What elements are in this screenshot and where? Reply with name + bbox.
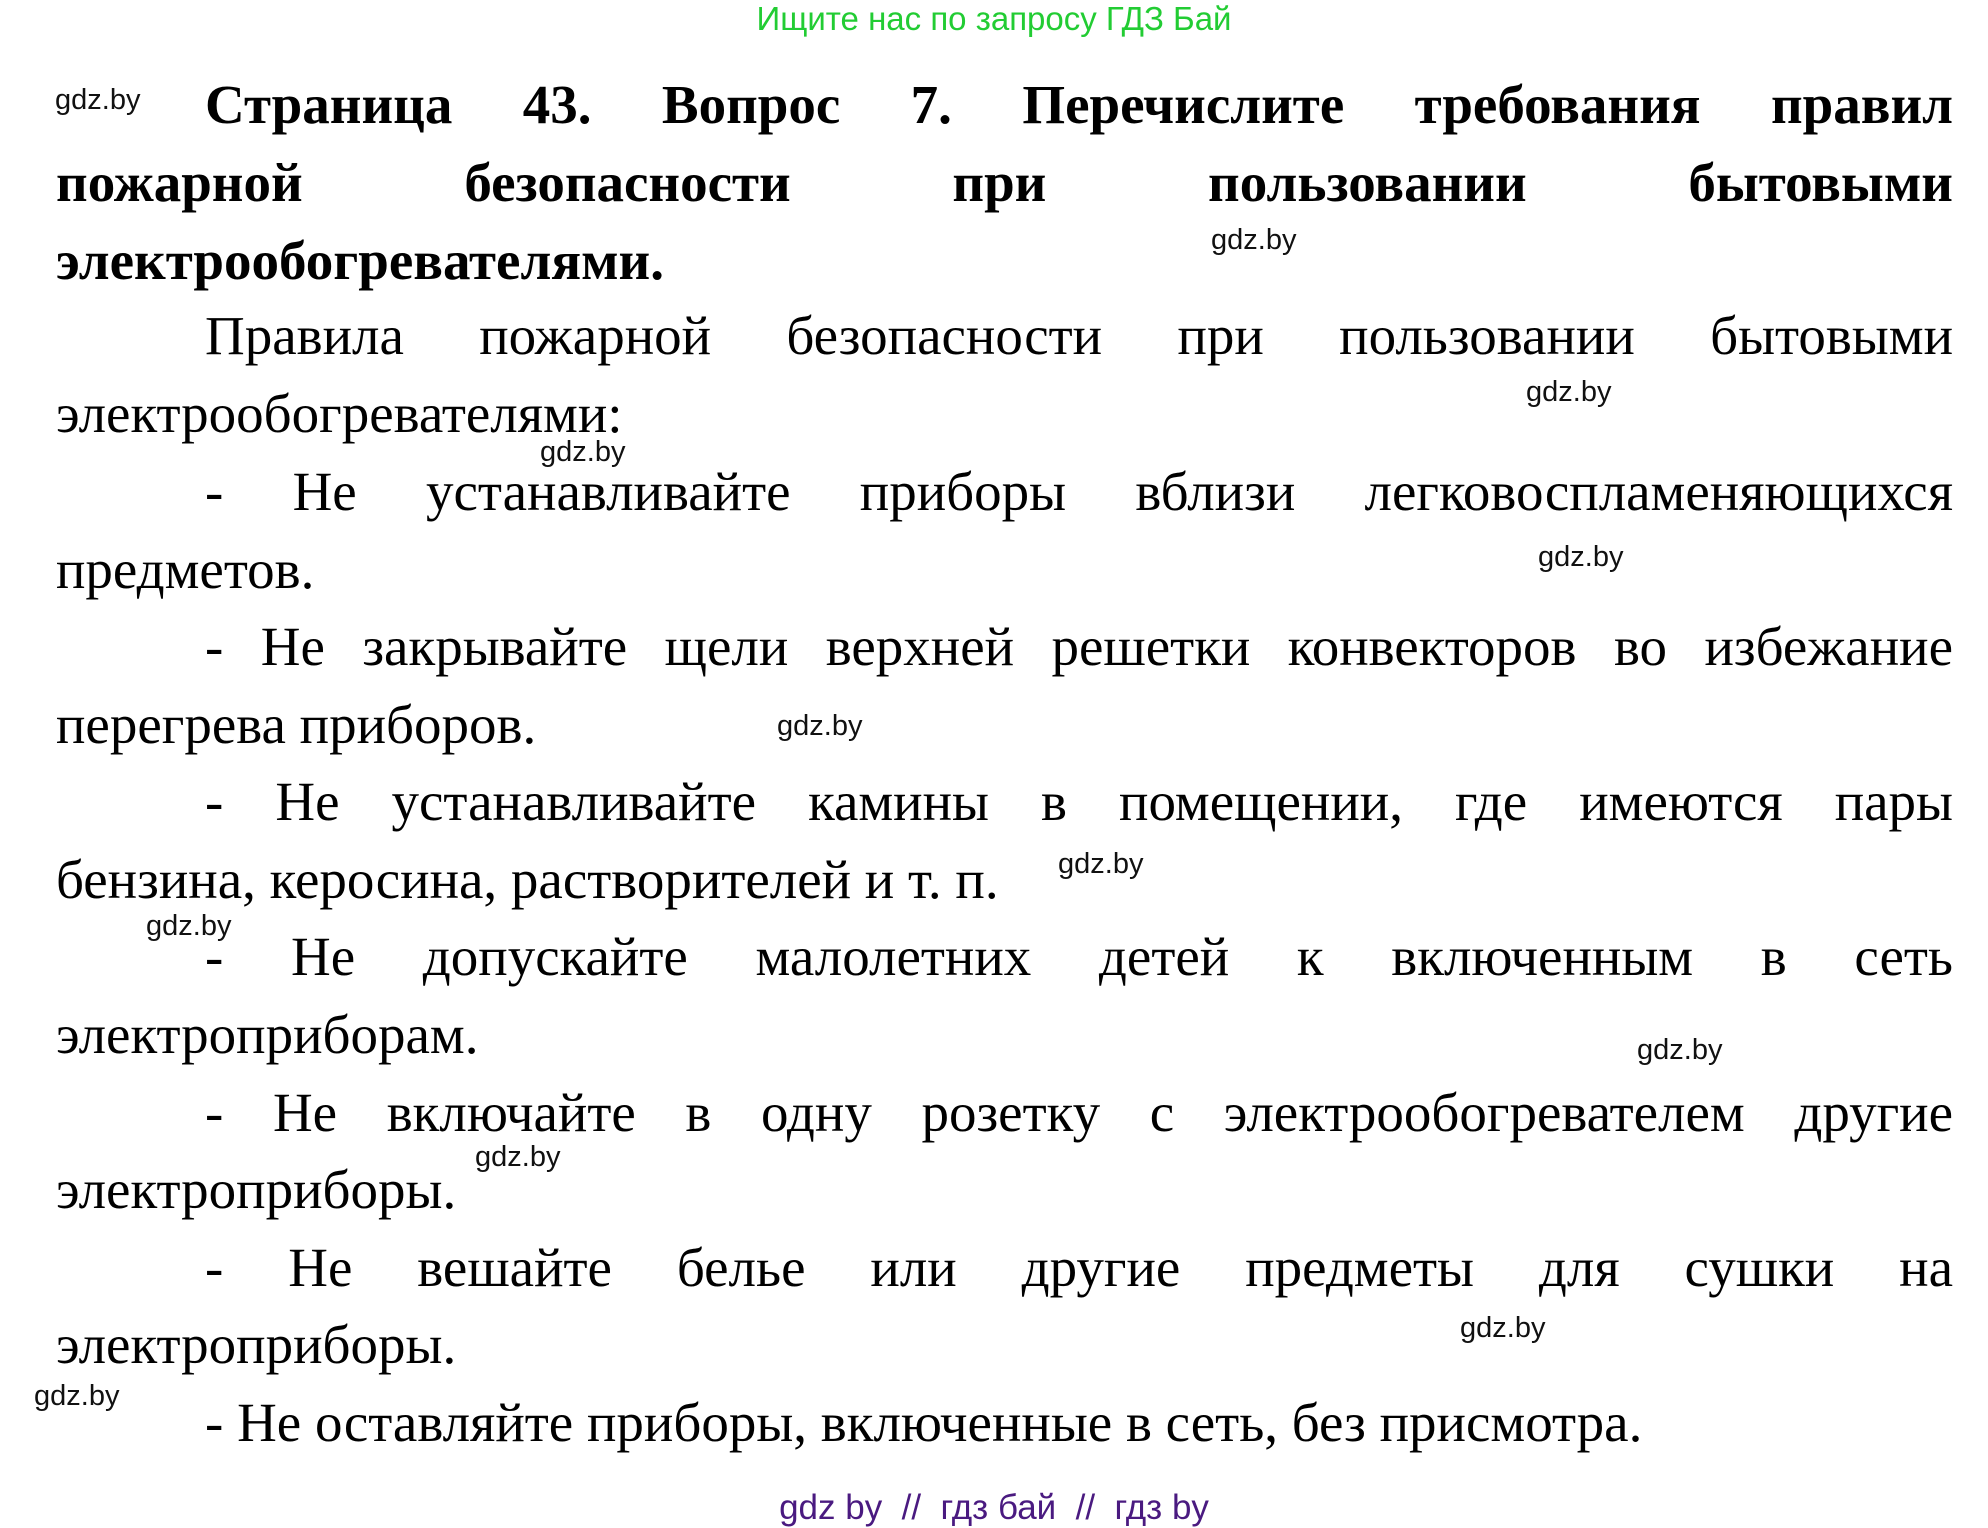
watermark: gdz.by bbox=[1637, 1034, 1723, 1066]
rule-5-line-1: - Не включайте в одну розетку с электрообогревателем другие bbox=[205, 1082, 1953, 1143]
rule-7-line-1: - Не оставляйте приборы, включенные в сеть, без присмотра. bbox=[205, 1392, 1643, 1453]
watermark: gdz.by bbox=[475, 1141, 561, 1173]
watermark: gdz.by bbox=[34, 1380, 120, 1412]
rule-1-line-1: - Не устанавливайте приборы вблизи легковоспламеняющихся bbox=[205, 461, 1953, 522]
rule-4-line-2: электроприборам. bbox=[56, 1004, 479, 1065]
rule-6-line-1: - Не вешайте белье или другие предметы для сушки на bbox=[205, 1237, 1953, 1298]
search-banner: Ищите нас по запросу ГДЗ Бай bbox=[756, 0, 1232, 37]
rule-3-line-2: бензина, керосина, растворителей и т. п. bbox=[56, 849, 999, 910]
intro-line-1: Правила пожарной безопасности при пользовании бытовыми bbox=[205, 305, 1953, 366]
watermark: gdz.by bbox=[146, 910, 232, 942]
footer-watermark: gdz by // гдз бай // гдз by bbox=[779, 1488, 1209, 1527]
watermark: gdz.by bbox=[55, 84, 141, 116]
watermark: gdz.by bbox=[540, 436, 626, 468]
intro-line-2: электрообогревателями: bbox=[56, 383, 623, 444]
heading-line-2: пожарной безопасности при пользовании бытовыми bbox=[56, 152, 1953, 213]
watermark: gdz.by bbox=[777, 710, 863, 742]
watermark: gdz.by bbox=[1211, 224, 1297, 256]
rule-3-line-1: - Не устанавливайте камины в помещении, где имеются пары bbox=[205, 771, 1953, 832]
watermark: gdz.by bbox=[1460, 1312, 1546, 1344]
rule-2-line-2: перегрева приборов. bbox=[56, 694, 537, 755]
watermark: gdz.by bbox=[1526, 376, 1612, 408]
rule-5-line-2: электроприборы. bbox=[56, 1159, 457, 1220]
rule-2-line-1: - Не закрывайте щели верхней решетки конвекторов во избежание bbox=[205, 616, 1953, 677]
heading-line-3: электрообогревателями. bbox=[56, 230, 664, 291]
rule-6-line-2: электроприборы. bbox=[56, 1314, 457, 1375]
rule-4-line-1: - Не допускайте малолетних детей к включенным в сеть bbox=[205, 926, 1953, 987]
watermark: gdz.by bbox=[1538, 541, 1624, 573]
heading-line-1: Страница 43. Вопрос 7. Перечислите требования правил bbox=[205, 74, 1953, 135]
watermark: gdz.by bbox=[1058, 848, 1144, 880]
rule-1-line-2: предметов. bbox=[56, 539, 315, 600]
